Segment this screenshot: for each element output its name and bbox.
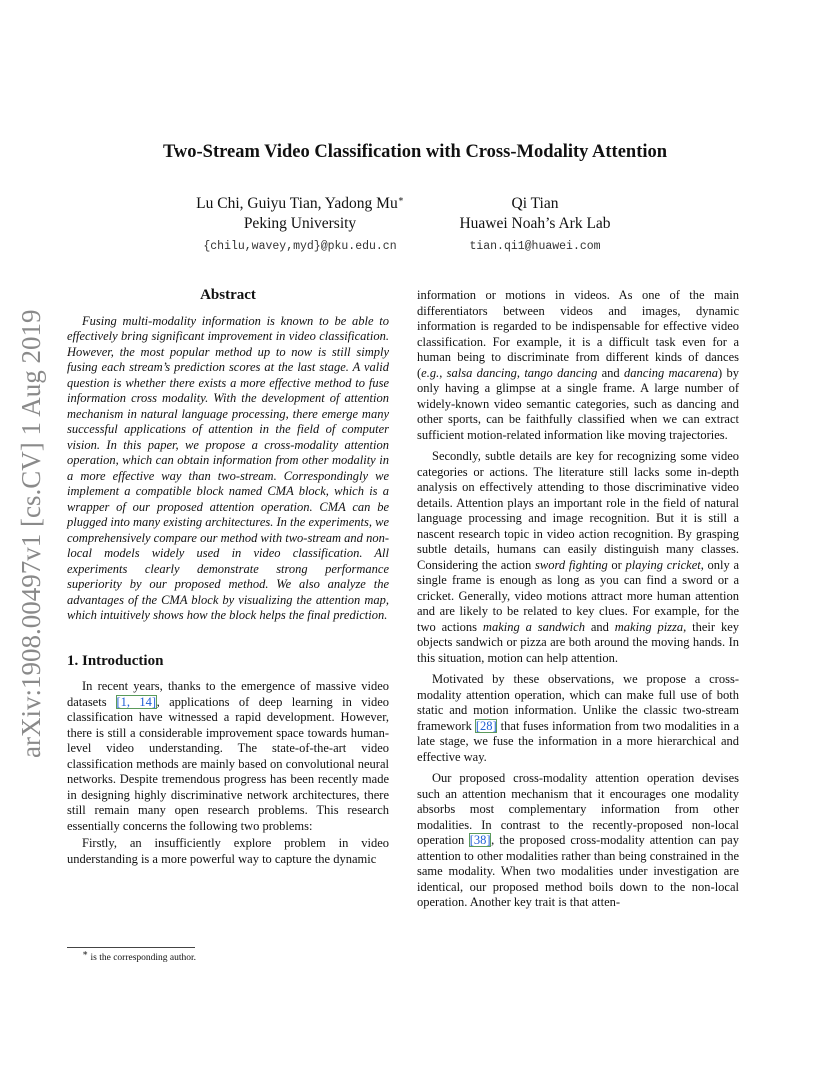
- author-names: Qi Tian: [511, 195, 559, 212]
- abstract-heading: Abstract: [200, 287, 256, 303]
- footnote: ∗ is the corresponding author.: [82, 948, 197, 964]
- intro-paragraph-3: Secondly, subtle details are key for recognizing some video categories or actions. The literature still lacks some in-depth analysis on effectively attending to those discriminative video details. Attention plays an important role in the field of natural language processing and image recognition. But it is still a nascent research topic in video action recognition. By grasping subtle details, humans can easily distinguish many classes. Considering the action sword fighting or playing cricket, only a single frame is enough as long as you can find a sword or a cricket. Generally, video motions attract more human attention and are likely to be related to key clues. For example, for the two actions making a sandwich and making pizza, their key objects sandwich or pizza are both around the moving hands. In this situation, motion can help attention.: [417, 449, 740, 665]
- intro-paragraph-2: Firstly, an insufficiently explore problem in video understanding is a more powerful way to capture the dynamic: [67, 836, 389, 866]
- author-block-1: [180, 194, 420, 257]
- left-column: [67, 288, 389, 867]
- author-email: {chilu,wavey,myd}@pku.edu.cn: [203, 240, 397, 253]
- intro-paragraph-4: Motivated by these observations, we propose a cross-modality attention operation, which can make full use of both static and motion information. Unlike the classic two-stream framework [28] that fuses information from two modalities in a late stage, we fuse the information in a more hierarchical and effective way.: [417, 672, 740, 764]
- intro-paragraph-5: Our proposed cross-modality attention operation devises such an attention mechanism that it encourages one modality absorbs most complementary information from other modalities. In contrast to the recently-proposed non-local operation [38], the proposed cross-modality attention can pay attention to other modalities rather than being constrained in the same modality. When two modalities under investigation are identical, our proposed method boils down to the non-local operation. Another key trait is that atten-: [417, 771, 739, 909]
- author-affiliation: Peking University: [243, 215, 357, 232]
- intro-paragraph-2-continued: information or motions in videos. As one of the main differentiators between videos and images, dynamic information is regarded to be indispensable for effective video classification. For example, it is a difficult task even for a human being to discriminate from different kinds of dances (e.g., salsa dancing, tango dancing and dancing macarena) by only having a glimpse at a single frame. A large number of widely-known video semantic categories, such as dancing and other sports, can be faithfully classified when we can extract sufficient motion-related information like moving trajectories.: [417, 288, 739, 442]
- right-column: [417, 288, 739, 917]
- introduction-heading: 1. Introduction: [67, 652, 164, 669]
- citation-link[interactable]: [1, 14]: [116, 694, 157, 709]
- corresponding-mark: ∗: [397, 193, 404, 204]
- author-block-2: [440, 194, 630, 257]
- abstract-text: Fusing multi-modality information is known to be able to effectively bring significant improvement in video classification. However, the most popular method up to now is still simply fusing each stream’s prediction scores at the last stage. A valid question is whether there exists a more effective method to fuse information cross modality. With the development of attention mechanism in natural language processing, there emerge many successful applications of attention in the field of computer vision. In this paper, we propose a cross-modality attention operation, which can obtain information from other modality in a more effective way than two-stream. Correspondingly we implement a compatible block named CMA block, which is a wrapper of our proposed attention operation. CMA can be plugged into many existing architectures. In the experiments, we comprehensively compare our method with two-stream and non-local models widely used in video classification. All experiments clearly demonstrate strong performance superiority by our proposed method. We also analyze the advantages of the CMA block by visualizing the attention map, which intuitively shows how the block helps the final prediction.: [67, 313, 389, 622]
- author-email: tian.qi1@huawei.com: [469, 240, 601, 253]
- author-names: Lu Chi, Guiyu Tian, Yadong Mu∗: [196, 193, 404, 212]
- intro-paragraph-1: In recent years, thanks to the emergence of massive video datasets [1, 14], applications of deep learning in video classification have witnessed a rapid development. However, there is still a considerable improvement space towards human-level video understanding. The state-of-the-art video classification methods are mainly based on convolutional neural networks. Despite tremendous progress has been recently made in designing highly discriminative network architectures, there still remain many open research problems. This research essentially concerns the following two problems:: [67, 679, 390, 833]
- paper-title: Two-Stream Video Classification with Cross-Modality Attention: [162, 142, 668, 162]
- arxiv-identifier: arXiv:1908.00497v1 [cs.CV] 1 Aug 2019: [16, 309, 46, 758]
- author-affiliation: Huawei Noah’s Ark Lab: [459, 215, 611, 232]
- citation-link[interactable]: [28]: [475, 718, 497, 733]
- citation-link[interactable]: [38]: [469, 833, 491, 847]
